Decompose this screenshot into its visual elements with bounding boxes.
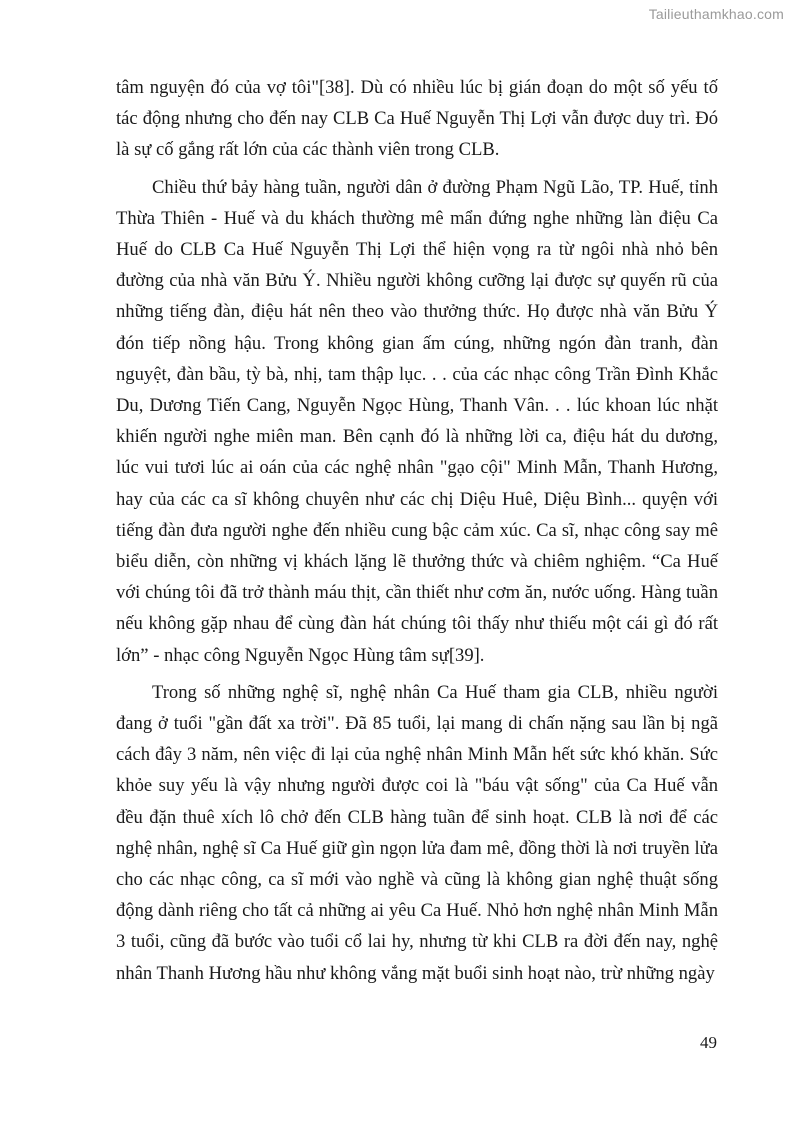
paragraph-continued: tâm nguyện đó của vợ tôi"[38]. Dù có nhiều lúc bị gián đoạn do một số yếu tố tác động nhưng cho đến nay CLB Ca Huế Nguyễn Thị Lợi vẫn được duy trì. Đó là sự cố gắng rất lớn của các thành viên trong CLB.: [116, 77, 718, 161]
paragraph-saturday-club: Chiều thứ bảy hàng tuần, người dân ở đường Phạm Ngũ Lão, TP. Huế, tỉnh Thừa Thiên - Huế và du khách thường mê mẩn đứng nghe những làn điệu Ca Huế do CLB Ca Huế Nguyễn Thị Lợi thể hiện vọng ra từ ngôi nhà nhỏ bên đường của nhà văn Bửu Ý. Nhiều người không cưỡng lại được sự quyến rũ của những tiếng đàn, điệu hát nên theo vào thưởng thức. Họ được nhà văn Bửu Ý đón tiếp nồng hậu. Trong không gian ấm cúng, những ngón đàn tranh, đàn nguyệt, đàn bầu, tỳ bà, nhị, tam thập lục. . . của các nhạc công Trần Đình Khắc Du, Dương Tiến Cang, Nguyễn Ngọc Hùng, Thanh Vân. . . lúc khoan lúc nhặt khiến người nghe miên man. Bên cạnh đó là những lời ca, điệu hát du dương, lúc vui tươi lúc ai oán của các nghệ nhân "gạo cội" Minh Mẫn, Thanh Hương, hay của các ca sĩ không chuyên như các chị Diệu Huê, Diệu Bình... quyện với tiếng đàn đưa người nghe đến nhiều cung bậc cảm xúc. Ca sĩ, nhạc công say mê biểu diễn, còn những vị khách lặng lẽ thưởng thức và chiêm nghiệm. “Ca Huế với chúng tôi đã trở thành máu thịt, cần thiết như cơm ăn, nước uống. Hàng tuần nếu không gặp nhau để cùng đàn hát chúng tôi thấy như thiếu một cái gì đó rất lớn” - nhạc công Nguyễn Ngọc Hùng tâm sự[39].: [116, 176, 718, 666]
watermark: Tailieuthamkhao.com: [648, 6, 784, 22]
page-number: 49: [700, 1033, 717, 1052]
document-body: [116, 72, 718, 991]
paragraph-artisans: Trong số những nghệ sĩ, nghệ nhân Ca Huế tham gia CLB, nhiều người đang ở tuổi "gần đất xa trời". Đã 85 tuổi, lại mang di chấn nặng sau lần bị ngã cách đây 3 năm, nên việc đi lại của nghệ nhân Minh Mẫn hết sức khó khăn. Sức khỏe suy yếu là vậy nhưng người được coi là "báu vật sống" của Ca Huế vẫn đều đặn thuê xích lô chở đến CLB hàng tuần để sinh hoạt. CLB là nơi để các nghệ nhân, nghệ sĩ Ca Huế giữ gìn ngọn lửa đam mê, đồng thời là nơi truyền lửa cho các nhạc công, ca sĩ mới vào nghề và cũng là không gian nghệ thuật sống động dành riêng cho tất cả những ai yêu Ca Huế. Nhỏ hơn nghệ nhân Minh Mẫn 3 tuổi, cũng đã bước vào tuổi cổ lai hy, nhưng từ khi CLB ra đời đến nay, nghệ nhân Thanh Hương hầu như không vắng mặt buổi sinh hoạt nào, trừ những ngày: [116, 681, 718, 984]
